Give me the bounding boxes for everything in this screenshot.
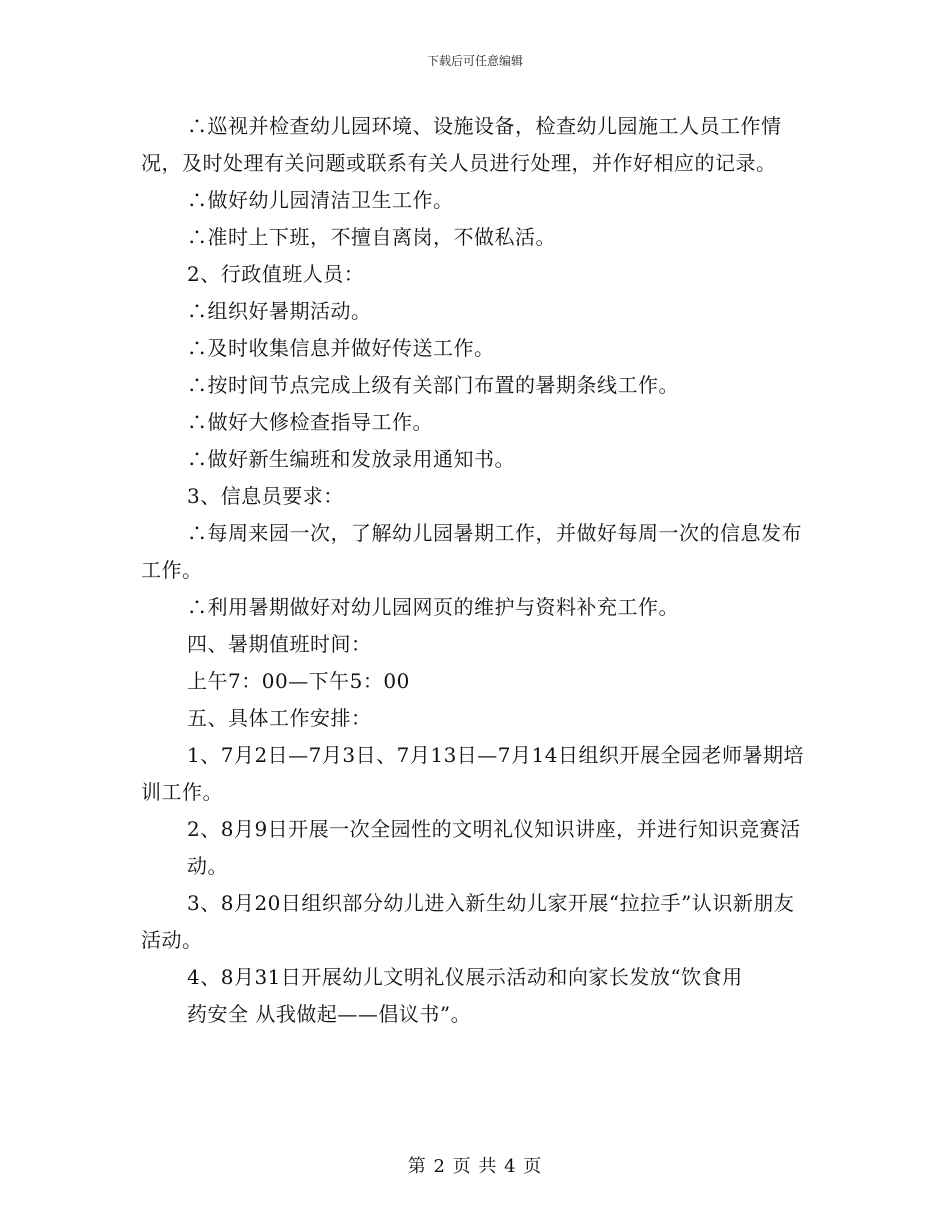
paragraph: ∴利用暑期做好对幼儿园网页的维护与资料补充工作。 xyxy=(187,595,679,619)
paragraph: ∴巡视并检查幼儿园环境、设施设备，检查幼儿园施工人员工作情况，及时处理有关问题或联系有关人员进行处理，并作好相应的记录。 xyxy=(141,114,782,175)
paragraph: ∴每周来园一次，了解幼儿园暑期工作，并做好每周一次的信息发布工作。 xyxy=(141,521,802,582)
document-body xyxy=(141,108,813,1033)
paragraph: 上午7：00—下午5：00 xyxy=(187,669,410,693)
section-heading: 五、具体工作安排： xyxy=(187,706,372,730)
section-heading: 四、暑期值班时间： xyxy=(187,632,372,656)
paragraph: 4、8月31日开展幼儿文明礼仪展示活动和向家长发放“饮食用 xyxy=(187,965,743,989)
paragraph: 动。 xyxy=(187,854,228,878)
paragraph: ∴准时上下班，不擅自离岗，不做私活。 xyxy=(187,225,556,249)
paragraph: 1、7月2日—7月3日、7月13日—7月14日组织开展全园老师暑期培训工作。 xyxy=(141,743,804,804)
paragraph: 药安全 从我做起——倡议书”。 xyxy=(187,1002,472,1026)
page-header: 下载后可任意编辑 xyxy=(426,54,523,68)
paragraph: 3、8月20日组织部分幼儿进入新生幼儿家开展“拉拉手”认识新朋友活动。 xyxy=(141,891,795,952)
paragraph: ∴做好幼儿园清洁卫生工作。 xyxy=(187,188,454,212)
paragraph: ∴组织好暑期活动。 xyxy=(187,299,372,323)
paragraph: ∴及时收集信息并做好传送工作。 xyxy=(187,336,495,360)
page-number: 第 2 页 共 4 页 xyxy=(407,1156,543,1177)
paragraph: 2、8月9日开展一次全园性的文明礼仪知识讲座，并进行知识竞赛活 xyxy=(187,817,801,841)
section-heading: 3、信息员要求： xyxy=(187,484,344,508)
paragraph: ∴做好新生编班和发放录用通知书。 xyxy=(187,447,515,471)
paragraph: ∴做好大修检查指导工作。 xyxy=(187,410,433,434)
paragraph: ∴按时间节点完成上级有关部门布置的暑期条线工作。 xyxy=(187,373,679,397)
section-heading: 2、行政值班人员： xyxy=(187,262,365,286)
